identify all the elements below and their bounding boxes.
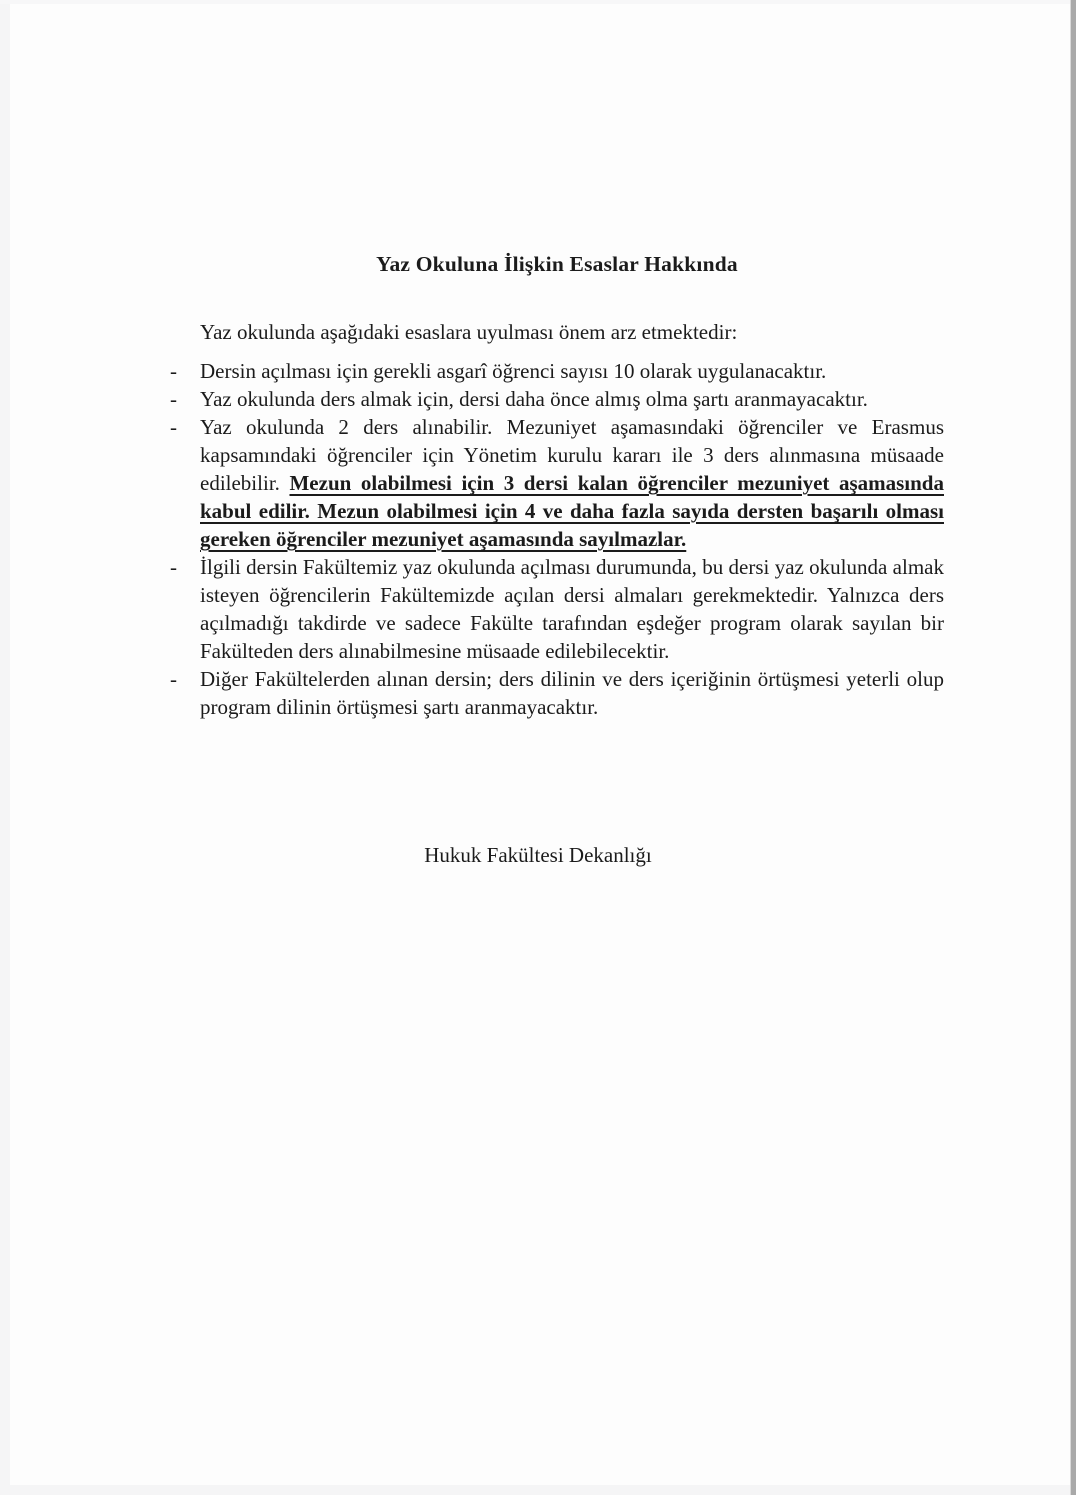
rules-list — [170, 357, 944, 721]
list-item — [170, 665, 944, 721]
bullet-dash: - — [170, 555, 177, 579]
list-item — [170, 385, 944, 413]
list-item-text: İlgili dersin Fakültemiz yaz okulunda açılması durumunda, bu dersi yaz okulunda almak isteyen öğrencilerin Fakültemizde açılan dersi almaları gerekmektedir. Yalnızca ders açılmadığı takdirde ve sadece Fakülte tarafından eşdeğer program olarak sayılan bir Fakülteden ders alınabilmesine müsaade edilebilecektir. — [200, 555, 944, 663]
emphasized-text: Mezun olabilmesi için 3 dersi kalan öğrenciler mezuniyet aşamasında kabul edilir. Mezun olabilmesi için 4 ve daha fazla sayıda dersten başarılı olması gereken öğrenciler mezuniyet aşamasında sayılmazlar. — [200, 471, 944, 551]
list-item — [170, 413, 944, 553]
bullet-dash: - — [170, 387, 177, 411]
list-item — [170, 553, 944, 665]
intro-paragraph: Yaz okulunda aşağıdaki esaslara uyulması önem arz etmektedir: — [200, 320, 738, 344]
document-body — [170, 250, 944, 721]
list-item — [170, 357, 944, 385]
page-edge-bottom — [0, 1485, 1076, 1495]
signature-line: Hukuk Fakültesi Dekanlığı — [424, 843, 652, 867]
bullet-dash: - — [170, 667, 177, 691]
list-item-text: Yaz okulunda ders almak için, dersi daha önce almış olma şartı aranmayacaktır. — [200, 387, 868, 411]
bullet-dash: - — [170, 359, 177, 383]
document-title: Yaz Okuluna İlişkin Esaslar Hakkında — [376, 252, 738, 276]
list-item-text: Dersin açılması için gerekli asgarî öğrenci sayısı 10 olarak uygulanacaktır. — [200, 359, 827, 383]
list-item-text: Yaz okulunda 2 ders alınabilir. Mezuniyet aşamasındaki öğrenciler ve Erasmus kapsamındaki öğrenciler için Yönetim kurulu kararı ile 3 ders alınmasına müsaade edilebilir. Mezun olabilmesi için 3 dersi kalan öğrenciler mezuniyet aşamasında kabul edilir. Mezun olabilmesi için 4 ve daha fazla sayıda dersten başarılı olması gereken öğrenciler mezuniyet aşamasında sayılmazlar. — [200, 415, 944, 551]
bullet-dash: - — [170, 415, 177, 439]
list-item-text: Diğer Fakültelerden alınan dersin; ders dilinin ve ders içeriğinin örtüşmesi yeterli olup program dilinin örtüşmesi şartı aranmayacaktır. — [200, 667, 944, 719]
page-edge-left — [0, 0, 10, 1485]
scrollbar[interactable] — [1070, 0, 1076, 1495]
page-edge-top — [0, 0, 1076, 4]
